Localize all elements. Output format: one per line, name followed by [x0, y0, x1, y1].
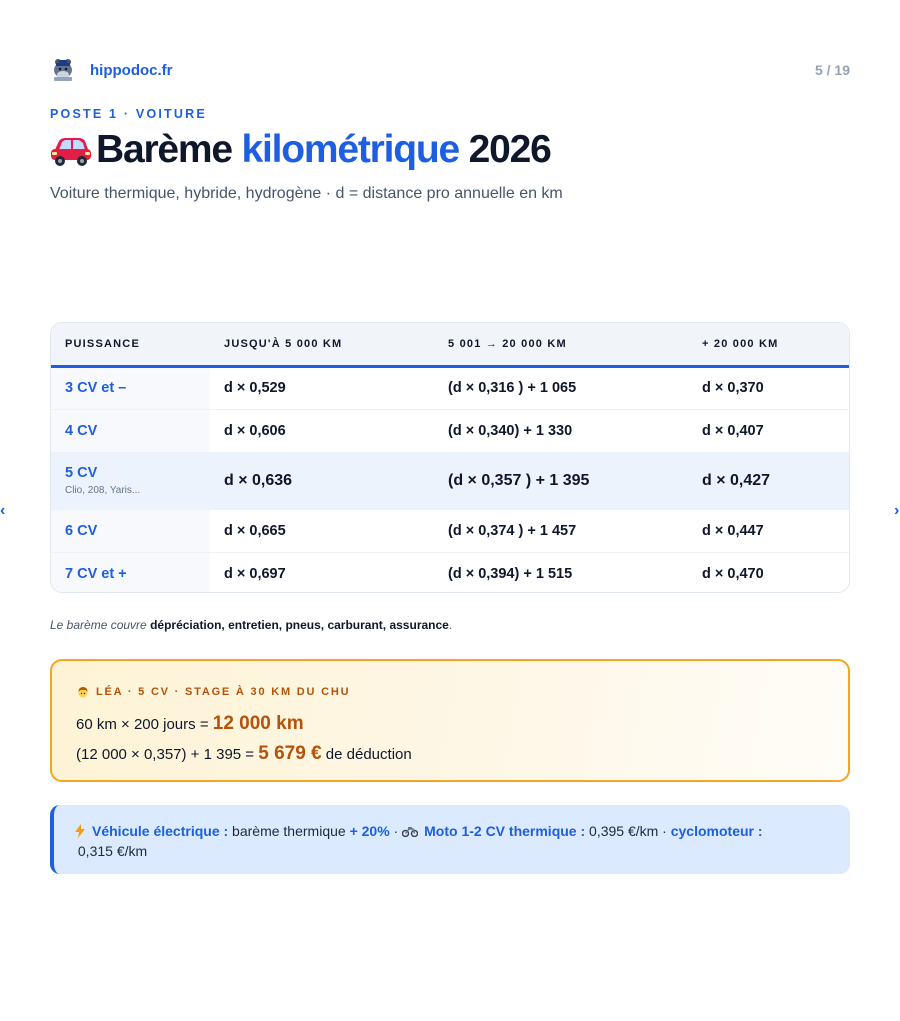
rate-cell: d × 0,447 [688, 509, 850, 552]
power-cell: 7 CV et + [51, 552, 210, 593]
example-distance-line [76, 713, 824, 735]
distance-result: 12 000 km [212, 713, 304, 734]
rate-cell: (d × 0,394) + 1 515 [448, 565, 573, 582]
student-icon [76, 685, 90, 699]
moto-label: Moto 1-2 CV thermique : [424, 823, 586, 839]
rate-cell: (d × 0,316 ) + 1 065 [434, 366, 688, 409]
cyclo-label: cyclomoteur : [670, 823, 763, 839]
hippo-logo-icon [50, 58, 76, 82]
example-box [50, 659, 850, 782]
title-accent: kilométrique [241, 128, 460, 171]
rate-cell: d × 0,427 [688, 452, 850, 509]
ev-label: Véhicule électrique : [92, 823, 229, 839]
next-slide-arrow[interactable]: › [894, 502, 900, 519]
header-power: PUISSANCE [51, 323, 210, 366]
rate-cell: (d × 0,374 ) + 1 457 [434, 509, 688, 552]
rate-table [50, 322, 850, 593]
table-row [51, 366, 850, 409]
moto-text: 0,395 €/km · [585, 823, 671, 839]
rate-cell: d × 0,606 [210, 409, 434, 452]
ev-text: barème thermique [228, 823, 350, 839]
deduction-result: 5 679 € [258, 743, 322, 764]
power-cell: 6 CV [51, 509, 210, 552]
header-up-to-5000: JUSQU'À 5 000 KM [210, 323, 434, 366]
prev-slide-arrow[interactable]: ‹ [0, 502, 6, 519]
coverage-note [50, 618, 452, 632]
car-icon [48, 132, 94, 168]
table-row [51, 552, 850, 593]
info-callout [50, 805, 850, 874]
header [50, 58, 850, 82]
title-part1: Barème [96, 128, 242, 171]
header-over-20000: + 20 000 KM [688, 323, 850, 366]
distance-formula: 60 km × 200 jours = [76, 716, 213, 733]
power-cell [51, 452, 210, 509]
rate-cell: d × 0,636 [210, 452, 434, 509]
table-row-highlighted [51, 452, 850, 509]
rate-cell: (d × 0,340) + 1 330 [434, 409, 688, 452]
rate-cell: d × 0,529 [210, 366, 434, 409]
example-heading [76, 685, 824, 699]
deduction-suffix: de déduction [321, 746, 412, 763]
rate-cell: (d × 0,357 ) + 1 395 [434, 452, 688, 509]
rate-cell: d × 0,697 [224, 565, 286, 582]
brand[interactable] [50, 58, 173, 82]
example-deduction-line [76, 743, 824, 765]
lightning-icon [74, 824, 86, 838]
note-intro: Le barème couvre [50, 618, 147, 632]
example-title: LÉA · 5 CV · STAGE À 30 KM DU CHU [96, 686, 351, 698]
note-items: dépréciation, entretien, pneus, carburant, assurance [150, 618, 449, 632]
title-part2: 2026 [459, 128, 551, 171]
page-title [48, 128, 551, 172]
power-examples: Clio, 208, Yaris... [65, 485, 141, 496]
power-cell: 3 CV et – [51, 366, 210, 409]
rate-cell: d × 0,407 [688, 409, 850, 452]
page-subtitle: Voiture thermique, hybride, hydrogène · d = distance pro annuelle en km [50, 185, 563, 202]
deduction-formula: (12 000 × 0,357) + 1 395 = [76, 746, 259, 763]
rate-cell: d × 0,665 [210, 509, 434, 552]
power-label: 5 CV [65, 465, 98, 481]
motorcycle-icon [402, 825, 418, 837]
note-end: . [448, 618, 453, 632]
cyclo-text: 0,315 €/km [74, 843, 148, 859]
rate-cell: d × 0,470 [702, 565, 764, 582]
table-header-row [51, 323, 850, 366]
header-5001-20000: 5 001 → 20 000 KM [434, 323, 688, 366]
table-row [51, 509, 850, 552]
brand-name: hippodoc.fr [90, 61, 173, 79]
power-cell: 4 CV [51, 409, 210, 452]
table-row [51, 409, 850, 452]
section-kicker: POSTE 1 · VOITURE [50, 107, 207, 121]
ev-bonus: + 20% [349, 823, 390, 839]
rate-cell: d × 0,370 [688, 366, 850, 409]
page-indicator: 5 / 19 [814, 62, 850, 78]
separator: · [389, 823, 403, 839]
